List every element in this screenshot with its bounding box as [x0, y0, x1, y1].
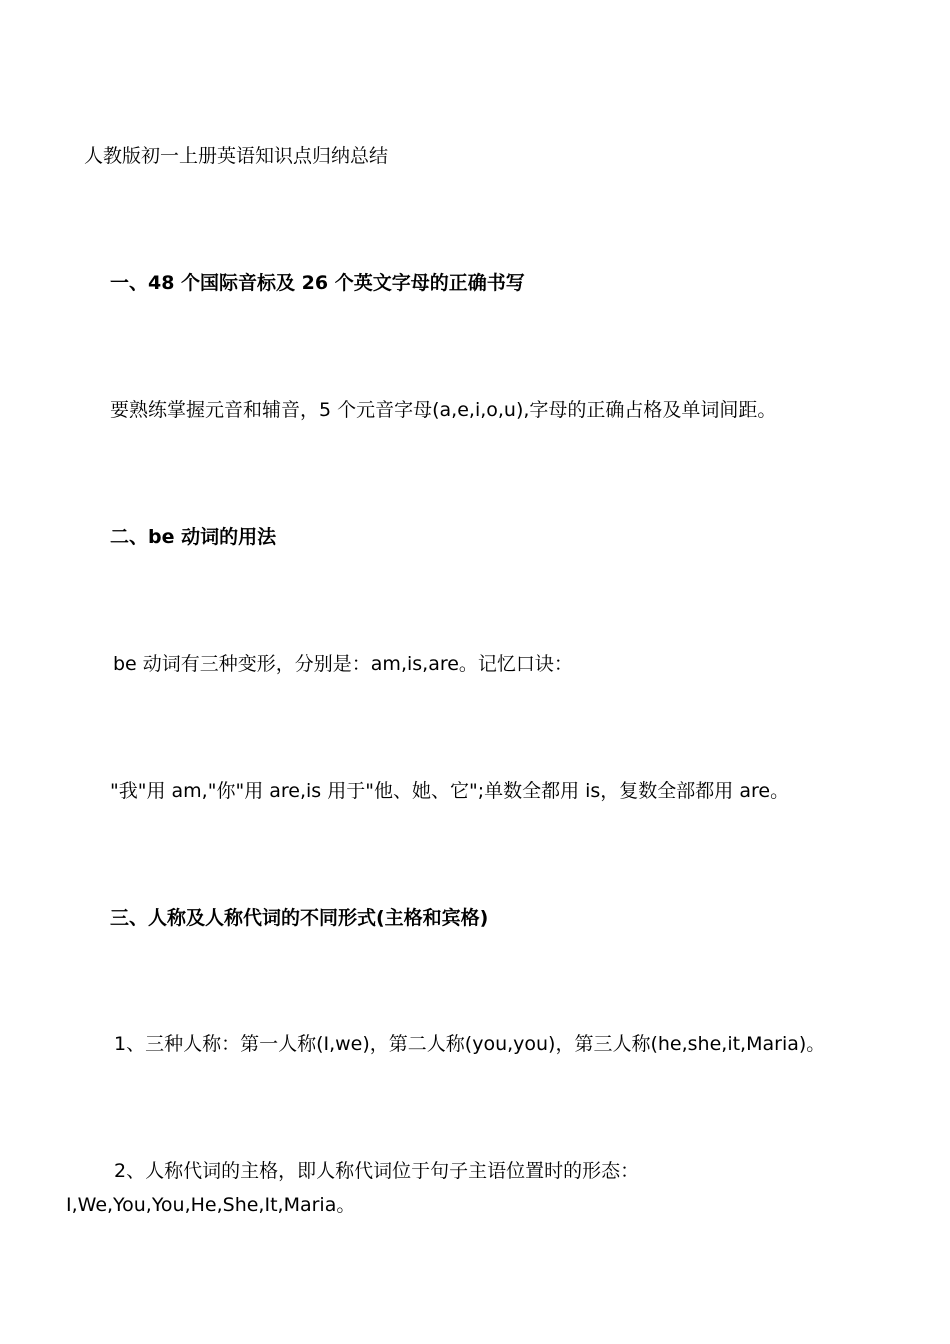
paragraph-be-mnemonic: "我"用 am,"你"用 are,is 用于"他、她、它";单数全都用 is，复数全部都用 are。: [110, 780, 790, 802]
paragraph-be-forms: be 动词有三种变形，分别是：am,is,are。记忆口诀：: [113, 653, 573, 675]
list-item-three-persons: 1、三种人称：第一人称(I,we)，第二人称(you,you)，第三人称(he,she,it,Maria)。: [114, 1033, 826, 1055]
section-heading-pronouns: 三、人称及人称代词的不同形式(主格和宾格): [110, 907, 489, 929]
list-item-subject-case-continued: I,We,You,You,He,She,It,Maria。: [66, 1194, 356, 1216]
paragraph-vowels: 要熟练掌握元音和辅音，5 个元音字母(a,e,i,o,u),字母的正确占格及单词间距。: [110, 399, 777, 421]
list-item-subject-case: 2、人称代词的主格，即人称代词位于句子主语位置时的形态：: [114, 1160, 640, 1182]
section-heading-phonetics: 一、48 个国际音标及 26 个英文字母的正确书写: [110, 272, 525, 294]
document-title: 人教版初一上册英语知识点归纳总结: [84, 145, 389, 167]
section-heading-be-verb: 二、be 动词的用法: [110, 526, 277, 548]
